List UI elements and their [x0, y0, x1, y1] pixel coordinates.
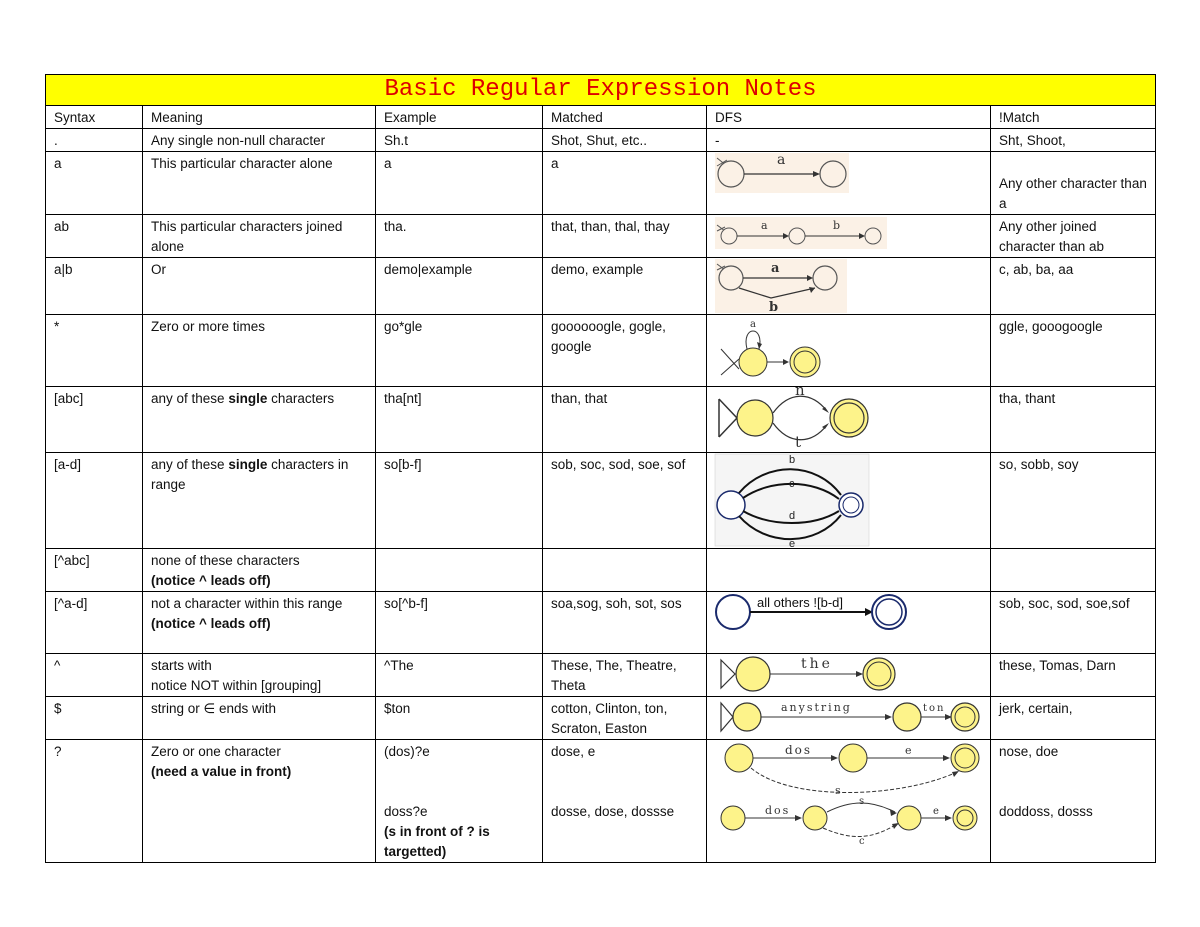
table-row: [46, 129, 1156, 152]
meaning-emphasis: single: [228, 457, 268, 472]
header-matched: Matched: [543, 106, 707, 129]
nomatch-cell: [991, 549, 1156, 592]
nomatch-cell: so, sobb, soy: [991, 453, 1156, 549]
example-text: (dos)?e: [384, 744, 430, 759]
edge-label: a: [777, 152, 786, 168]
meaning-cell: This particular characters joined alone: [143, 215, 376, 258]
edge-label: s: [859, 796, 865, 807]
example-cell: demo|example: [376, 258, 543, 315]
table-row: [46, 592, 1156, 654]
meaning-note: (notice ^ leads off): [151, 616, 271, 631]
dfa-diagram: [711, 740, 981, 860]
example-cell: tha.: [376, 215, 543, 258]
syntax-cell: [^a-d]: [46, 592, 143, 654]
edge-label: the: [801, 656, 833, 672]
matched-cell: These, The, Theatre, Theta: [543, 654, 707, 697]
edge-label: a: [761, 219, 768, 232]
table-row: [46, 549, 1156, 592]
nomatch-text: Any other character than a: [999, 176, 1147, 211]
edge-label: e: [789, 538, 796, 548]
dfs-cell: [707, 697, 991, 740]
header-nomatch: !Match: [991, 106, 1156, 129]
edge-label: a: [771, 261, 780, 276]
example-cell: [376, 549, 543, 592]
edge-label: ton: [923, 703, 946, 714]
meaning-text: characters: [267, 391, 335, 406]
nomatch-cell: ggle, gooogoogle: [991, 315, 1156, 387]
matched-cell: than, that: [543, 387, 707, 453]
dfa-diagram: [711, 152, 851, 194]
example-cell: [376, 740, 543, 863]
matched-cell: goooooogle, gogle, google: [543, 315, 707, 387]
matched-text: dose, e: [551, 744, 596, 759]
nomatch-cell: sob, soc, sod, soe,sof: [991, 592, 1156, 654]
edge-label: b: [769, 300, 779, 314]
matched-cell: a: [543, 152, 707, 215]
edge-label: e: [905, 744, 912, 757]
meaning-cell: [143, 387, 376, 453]
edge-label: all others ![b-d]: [757, 595, 843, 610]
syntax-cell: [abc]: [46, 387, 143, 453]
dfa-diagram: [711, 654, 901, 694]
matched-cell: Shot, Shut, etc..: [543, 129, 707, 152]
dfs-cell: [707, 258, 991, 315]
nomatch-cell: tha, thant: [991, 387, 1156, 453]
meaning-text: Zero or one character: [151, 744, 281, 759]
matched-cell: sob, soc, sod, soe, sof: [543, 453, 707, 549]
meaning-note: (notice ^ leads off): [151, 573, 271, 588]
meaning-cell: [143, 592, 376, 654]
edge-label: t: [795, 433, 802, 451]
edge-label: dos: [765, 804, 791, 817]
dfs-cell: [707, 387, 991, 453]
table-row: [46, 152, 1156, 215]
dfs-cell: [707, 152, 991, 215]
nomatch-cell: c, ab, ba, aa: [991, 258, 1156, 315]
example-cell: Sh.t: [376, 129, 543, 152]
dfs-cell: -: [707, 129, 991, 152]
table-row: [46, 697, 1156, 740]
example-cell: a: [376, 152, 543, 215]
meaning-note: (need a value in front): [151, 764, 292, 779]
nomatch-cell: [991, 740, 1156, 863]
meaning-cell: Or: [143, 258, 376, 315]
meaning-text: none of these characters: [151, 553, 300, 568]
meaning-cell: [143, 654, 376, 697]
syntax-cell: [a-d]: [46, 453, 143, 549]
nomatch-cell: jerk, certain,: [991, 697, 1156, 740]
syntax-cell: [^abc]: [46, 549, 143, 592]
dfs-cell: [707, 740, 991, 863]
meaning-text: not a character within this range: [151, 596, 343, 611]
syntax-cell: ab: [46, 215, 143, 258]
example-cell: so[^b-f]: [376, 592, 543, 654]
table-row: [46, 453, 1156, 549]
example-cell: so[b-f]: [376, 453, 543, 549]
matched-text: dosse, dose, dossse: [551, 804, 675, 819]
edge-label: d: [789, 510, 796, 522]
meaning-text: any of these: [151, 457, 229, 472]
matched-cell: that, than, thal, thay: [543, 215, 707, 258]
matched-cell: soa,sog, soh, sot, sos: [543, 592, 707, 654]
edge-label: e: [933, 806, 939, 817]
table-row: [46, 315, 1156, 387]
dfa-diagram: [711, 697, 981, 735]
meaning-cell: string or ∈ ends with: [143, 697, 376, 740]
meaning-text: characters in range: [151, 457, 349, 492]
meaning-emphasis: single: [228, 391, 268, 406]
dfa-diagram: [711, 387, 881, 451]
meaning-cell: Zero or more times: [143, 315, 376, 387]
meaning-cell: This particular character alone: [143, 152, 376, 215]
nomatch-cell: these, Tomas, Darn: [991, 654, 1156, 697]
header-meaning: Meaning: [143, 106, 376, 129]
edge-label: dos: [785, 743, 813, 757]
table-row: [46, 258, 1156, 315]
table-row: [46, 654, 1156, 697]
page-title: Basic Regular Expression Notes: [46, 75, 1156, 106]
header-syntax: Syntax: [46, 106, 143, 129]
dfa-diagram: [711, 592, 911, 636]
header-example: Example: [376, 106, 543, 129]
dfa-diagram: [711, 453, 871, 548]
nomatch-cell: [991, 152, 1156, 215]
example-note: (s in front of ? is targetted): [384, 824, 490, 859]
example-cell: tha[nt]: [376, 387, 543, 453]
edge-label: s: [835, 784, 841, 797]
edge-label: b: [789, 454, 796, 466]
edge-label: c: [859, 836, 865, 847]
dfs-cell: [707, 549, 991, 592]
syntax-cell: .: [46, 129, 143, 152]
nomatch-cell: Any other joined character than ab: [991, 215, 1156, 258]
table-row: [46, 387, 1156, 453]
syntax-cell: a: [46, 152, 143, 215]
regex-notes-table: [45, 74, 1156, 863]
dfa-diagram: [711, 215, 891, 251]
example-cell: go*gle: [376, 315, 543, 387]
meaning-cell: [143, 453, 376, 549]
meaning-text: any of these: [151, 391, 229, 406]
matched-cell: cotton, Clinton, ton, Scraton, Easton: [543, 697, 707, 740]
nomatch-cell: Sht, Shoot,: [991, 129, 1156, 152]
table-row: [46, 740, 1156, 863]
table-row: [46, 215, 1156, 258]
meaning-cell: [143, 549, 376, 592]
matched-cell: demo, example: [543, 258, 707, 315]
dfs-cell: [707, 453, 991, 549]
example-text: doss?e: [384, 804, 428, 819]
syntax-cell: *: [46, 315, 143, 387]
nomatch-text: doddoss, dosss: [999, 804, 1093, 819]
dfs-cell: [707, 592, 991, 654]
meaning-cell: Any single non-null character: [143, 129, 376, 152]
edge-label: c: [789, 478, 795, 490]
matched-cell: [543, 549, 707, 592]
syntax-cell: ^: [46, 654, 143, 697]
meaning-text: notice NOT within [grouping]: [151, 678, 322, 693]
edge-label: anystring: [781, 701, 852, 714]
dfs-cell: [707, 315, 991, 387]
matched-cell: [543, 740, 707, 863]
dfa-diagram: [711, 315, 851, 383]
edge-label: b: [833, 219, 841, 232]
syntax-cell: ?: [46, 740, 143, 863]
header-row: [46, 106, 1156, 129]
header-dfs: DFS: [707, 106, 991, 129]
dfs-cell: [707, 654, 991, 697]
syntax-cell: $: [46, 697, 143, 740]
syntax-cell: a|b: [46, 258, 143, 315]
edge-label: a: [750, 319, 756, 330]
nomatch-text: nose, doe: [999, 744, 1059, 759]
meaning-cell: [143, 740, 376, 863]
meaning-text: starts with: [151, 658, 212, 673]
dfa-diagram: [711, 258, 851, 314]
edge-label: n: [795, 387, 805, 399]
example-cell: ^The: [376, 654, 543, 697]
dfs-cell: [707, 215, 991, 258]
example-cell: $ton: [376, 697, 543, 740]
